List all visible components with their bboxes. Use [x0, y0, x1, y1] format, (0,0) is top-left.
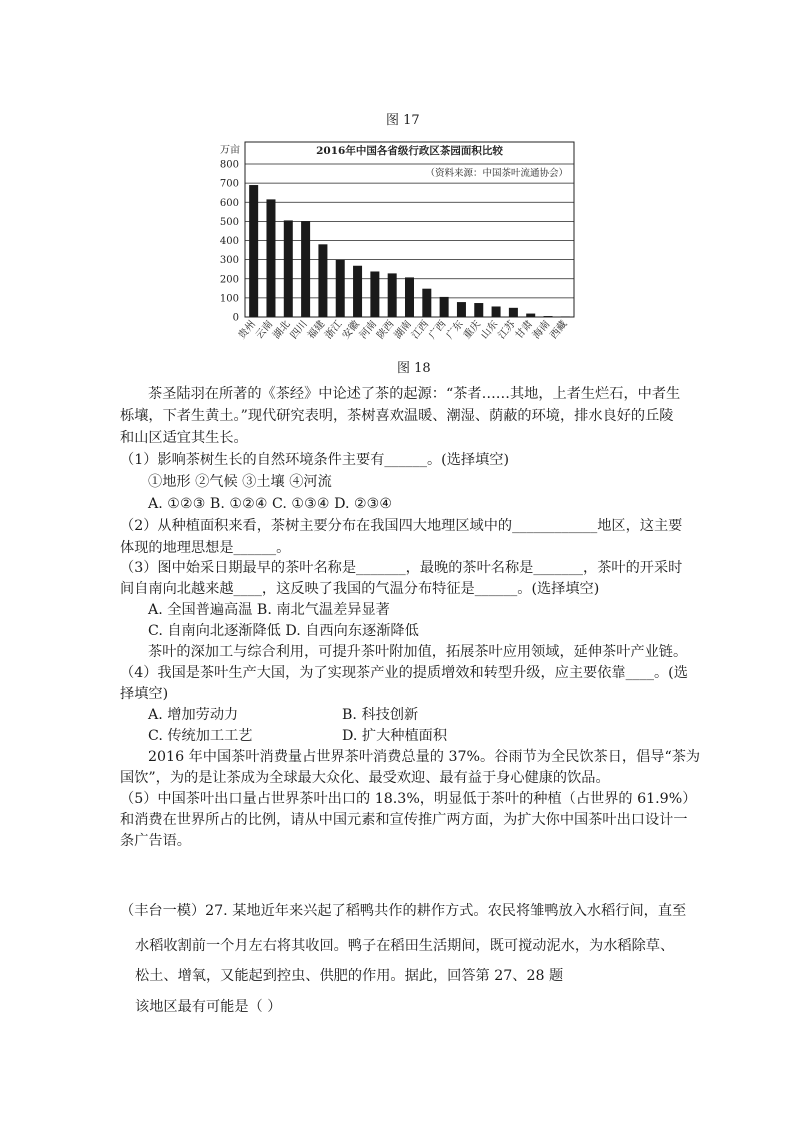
bar-山东: [492, 306, 501, 317]
bar-湖南: [405, 277, 414, 317]
bar-西藏: [561, 316, 570, 317]
bar-广西: [440, 297, 449, 317]
question-27-line-3: 松土、增氧，又能起到控虫、供肥的作用。据此，回答第 27、28 题: [135, 968, 564, 984]
passage-3-line-1: 2016 年中国茶叶消费量占世界茶叶消费总量的 37%。谷雨节为全民饮茶日，倡导“茶为: [148, 749, 701, 765]
bar-云南: [266, 199, 275, 317]
bar-海南: [544, 316, 553, 317]
bar-陕西: [388, 273, 397, 317]
x-tick-label: 贵州: [236, 318, 258, 342]
question-4-option-d: D. 扩大种植面积: [342, 728, 448, 744]
question-4-option-a: A. 增加劳动力: [148, 707, 239, 723]
y-axis-label: 万亩: [220, 145, 240, 156]
bar-河南: [370, 271, 379, 317]
y-tick-label: 0: [232, 312, 239, 324]
x-tick-label: 河南: [357, 318, 380, 342]
x-tick-label: 广东: [444, 318, 466, 342]
x-tick-label: 浙江: [323, 318, 345, 342]
bar-重庆: [474, 303, 483, 317]
x-tick-label: 湖南: [392, 318, 414, 342]
question-4-option-b: B. 科技创新: [342, 707, 419, 723]
bar-贵州: [249, 185, 258, 317]
bar-甘肃: [526, 314, 535, 317]
x-tick-label: 江西: [409, 318, 432, 342]
question-2-line-1: （2）从种植面积来看，茶树主要分布在我国四大地理区域中的____________地区，这主要: [120, 518, 683, 534]
bar-江苏: [509, 308, 518, 317]
x-tick-label: 西藏: [548, 318, 570, 342]
bar-安徽: [353, 266, 362, 317]
x-tick-label: 重庆: [461, 318, 484, 342]
bar-福建: [318, 244, 327, 317]
question-1: （1）影响茶树生长的自然环境条件主要有______。(选择填空): [120, 452, 509, 468]
question-1-items: ①地形 ②气候 ③土壤 ④河流: [148, 474, 332, 490]
x-tick-label: 陕西: [375, 318, 397, 342]
x-tick-label: 广西: [427, 318, 449, 342]
y-tick-label: 800: [219, 159, 239, 171]
bar-广东: [457, 302, 466, 317]
y-tick-label: 700: [219, 178, 239, 190]
chart-source: （资料来源：中国茶叶流通协会）: [425, 168, 568, 179]
bar-四川: [301, 221, 310, 317]
x-tick-label: 江苏: [496, 318, 518, 342]
question-5-line-1: （5）中国茶叶出口量占世界茶叶出口的 18.3%，明显低于茶叶的种植（占世界的 61.9%）: [120, 791, 697, 807]
question-4-line-1: （4）我国是茶叶生产大国，为了实现茶产业的提质增效和转型升级，应主要依靠____。(选: [120, 665, 688, 681]
passage-line-1: 茶圣陆羽在所著的《茶经》中论述了茶的起源：“茶者……其地，上者生烂石，中者生: [148, 386, 681, 402]
question-5-line-2: 和消费在世界所占的比例，请从中国元素和宣传推广两方面，为扩大你中国茶叶出口设计一: [120, 812, 688, 828]
bar-湖北: [284, 220, 293, 317]
passage-2-line-1: 茶叶的深加工与综合利用，可提升茶叶附加值，拓展茶叶应用领域，延伸茶叶产业链。: [148, 644, 688, 660]
bar-浙江: [336, 260, 345, 317]
tea-area-bar-chart: [0, 140, 794, 370]
x-tick-label: 山东: [479, 318, 501, 342]
question-3-line-1: （3）图中始采日期最早的茶叶名称是_______，最晚的茶叶名称是_______，茶叶的开采时: [120, 560, 683, 576]
chart-title: 2016年中国各省级行政区茶园面积比较: [316, 145, 503, 157]
question-4-option-c: C. 传统加工工艺: [148, 728, 253, 744]
passage-line-2: 栎壤，下者生黄土。”现代研究表明，茶树喜欢温暖、潮湿、荫蔽的环境，排水良好的丘陵: [120, 408, 674, 424]
x-tick-label: 甘肃: [513, 318, 536, 342]
passage-line-3: 和山区适宜其生长。: [120, 430, 248, 446]
question-4-line-2: 择填空): [120, 686, 169, 702]
figure-17-caption: 图 17: [386, 113, 420, 128]
y-tick-label: 100: [219, 293, 239, 305]
question-3-line-2: 间自南向北越来越____，这反映了我国的气温分布特征是______。(选择填空): [120, 581, 600, 597]
x-tick-label: 海南: [531, 318, 553, 342]
x-tick-label: 四川: [288, 318, 310, 342]
x-tick-label: 湖北: [271, 318, 293, 342]
y-tick-label: 600: [219, 197, 239, 209]
x-tick-label: 福建: [305, 318, 328, 342]
y-tick-label: 400: [219, 236, 239, 247]
figure-18-caption: 图 18: [397, 361, 431, 376]
y-tick-label: 500: [219, 216, 239, 228]
question-2-line-2: 体现的地理思想是______。: [120, 540, 291, 556]
question-27-prompt: 该地区最有可能是（ ）: [135, 999, 282, 1015]
x-tick-label: 安徽: [340, 318, 362, 342]
question-3-options-cd: C. 自南向北逐渐降低 D. 自西向东逐渐降低: [148, 623, 419, 639]
question-3-options-ab: A. 全国普遍高温 B. 南北气温差异显著: [148, 602, 390, 618]
passage-3-line-2: 国饮”，为的是让茶成为全球最大众化、最受欢迎、最有益于身心健康的饮品。: [120, 770, 610, 786]
y-tick-label: 300: [219, 255, 239, 267]
bar-江西: [422, 289, 431, 317]
y-tick-label: 200: [219, 274, 239, 286]
question-27-line-2: 水稻收割前一个月左右将其收回。鸭子在稻田生活期间，既可搅动泥水，为水稻除草、: [135, 938, 675, 954]
question-5-line-3: 条广告语。: [120, 833, 191, 849]
question-27-line-1: （丰台一模）27. 某地近年来兴起了稻鸭共作的耕作方式。农民将雏鸭放入水稻行间，直至: [120, 903, 687, 919]
x-tick-label: 云南: [253, 318, 276, 342]
question-1-options: A. ①②③ B. ①②④ C. ①③④ D. ②③④: [148, 496, 393, 512]
